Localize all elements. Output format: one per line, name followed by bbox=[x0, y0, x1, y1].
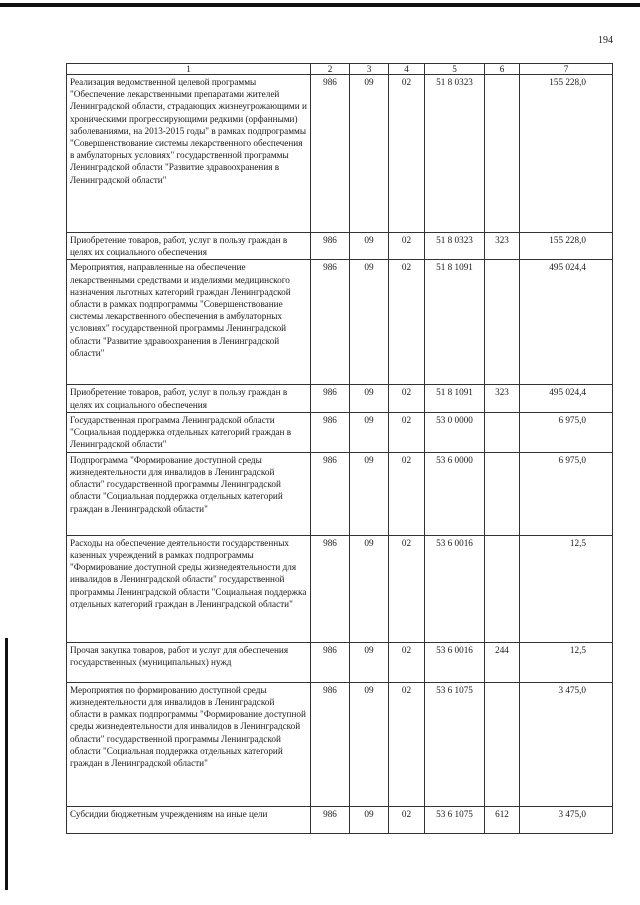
cell-expense-type bbox=[485, 260, 520, 385]
row-description: Мероприятия по формированию доступной среды жизнедеятельности для инвалидов в Ленинградской области в рамках подпрограммы "Формирование доступной среды жизнедеятельности для инвалидов в Ленинградской области" государственной программы Ленинградской области "Социальная поддержка отдельных категорий граждан в Ленинградской области" bbox=[67, 682, 311, 806]
cell-expense-type: 323 bbox=[485, 385, 520, 412]
cell-section-code: 09 bbox=[350, 260, 389, 385]
column-header: 2 bbox=[311, 64, 350, 75]
top-border-rule bbox=[0, 3, 640, 7]
cell-target-article: 53 6 1075 bbox=[425, 682, 485, 806]
cell-ministry-code: 986 bbox=[311, 682, 350, 806]
cell-amount: 6 975,0 bbox=[520, 452, 613, 535]
cell-amount: 155 228,0 bbox=[520, 75, 613, 233]
cell-ministry-code: 986 bbox=[311, 642, 350, 682]
cell-target-article: 51 8 1091 bbox=[425, 260, 485, 385]
cell-subsection-code: 02 bbox=[389, 452, 425, 535]
cell-ministry-code: 986 bbox=[311, 260, 350, 385]
row-description: Расходы на обеспечение деятельности государственных казенных учреждений в рамках подпрограммы "Формирование доступной среды жизнедеятельности для инвалидов в Ленинградской области" государственной программы Ленинградской области "Социальная поддержка отдельных категорий граждан в Ленинградской области" bbox=[67, 535, 311, 642]
row-description: Мероприятия, направленные на обеспечение лекарственными средствами и изделиями медицинского назначения льготных категорий граждан Ленинградской области в рамках подпрограммы "Совершенствование системы лекарственного обеспечения в амбулаторных условиях" государственной программы Ленинградской области "Развитие здравоохранения в Ленинградской области" bbox=[67, 260, 311, 385]
table-row bbox=[67, 642, 613, 682]
cell-section-code: 09 bbox=[350, 806, 389, 833]
cell-target-article: 51 8 1091 bbox=[425, 385, 485, 412]
page-number: 194 bbox=[598, 35, 613, 46]
cell-expense-type bbox=[485, 535, 520, 642]
column-header: 6 bbox=[485, 64, 520, 75]
cell-amount: 495 024,4 bbox=[520, 260, 613, 385]
row-description: Подпрограмма "Формирование доступной среды жизнедеятельности для инвалидов в Ленинградской области" государственной программы Ленинградской области "Социальная поддержка отдельных категорий граждан в Ленинградской области" bbox=[67, 452, 311, 535]
cell-section-code: 09 bbox=[350, 535, 389, 642]
cell-amount: 155 228,0 bbox=[520, 233, 613, 260]
cell-ministry-code: 986 bbox=[311, 535, 350, 642]
table-row bbox=[67, 75, 613, 233]
cell-amount: 12,5 bbox=[520, 642, 613, 682]
cell-section-code: 09 bbox=[350, 385, 389, 412]
cell-expense-type bbox=[485, 452, 520, 535]
cell-target-article: 53 6 1075 bbox=[425, 806, 485, 833]
cell-amount: 3 475,0 bbox=[520, 682, 613, 806]
column-header: 5 bbox=[425, 64, 485, 75]
row-description: Приобретение товаров, работ, услуг в пользу граждан в целях их социального обеспечения bbox=[67, 385, 311, 412]
cell-expense-type bbox=[485, 682, 520, 806]
cell-ministry-code: 986 bbox=[311, 412, 350, 452]
cell-subsection-code: 02 bbox=[389, 535, 425, 642]
cell-subsection-code: 02 bbox=[389, 806, 425, 833]
budget-table bbox=[66, 63, 613, 834]
column-header: 7 bbox=[520, 64, 613, 75]
cell-subsection-code: 02 bbox=[389, 385, 425, 412]
column-header: 4 bbox=[389, 64, 425, 75]
cell-section-code: 09 bbox=[350, 642, 389, 682]
cell-section-code: 09 bbox=[350, 452, 389, 535]
cell-ministry-code: 986 bbox=[311, 452, 350, 535]
table-row bbox=[67, 535, 613, 642]
cell-target-article: 53 6 0000 bbox=[425, 452, 485, 535]
cell-subsection-code: 02 bbox=[389, 260, 425, 385]
column-header: 1 bbox=[67, 64, 311, 75]
cell-section-code: 09 bbox=[350, 233, 389, 260]
table-row bbox=[67, 682, 613, 806]
cell-expense-type: 612 bbox=[485, 806, 520, 833]
cell-section-code: 09 bbox=[350, 412, 389, 452]
cell-ministry-code: 986 bbox=[311, 75, 350, 233]
cell-amount: 6 975,0 bbox=[520, 412, 613, 452]
table-row bbox=[67, 806, 613, 833]
left-margin-bar bbox=[5, 638, 8, 890]
cell-expense-type bbox=[485, 75, 520, 233]
column-header: 3 bbox=[350, 64, 389, 75]
cell-expense-type bbox=[485, 412, 520, 452]
row-description: Реализация ведомственной целевой программы "Обеспечение лекарственными препаратами жителей Ленинградской области, страдающих жизнеугрожающими и хроническими прогрессирующими редкими (орфанными) заболеваниями, на 2013-2015 годы" в рамках подпрограммы "Совершенствование системы лекарственного обеспечения в амбулаторных условиях" государственной программы Ленинградской области "Развитие здравоохранения в Ленинградской области" bbox=[67, 75, 311, 233]
cell-amount: 3 475,0 bbox=[520, 806, 613, 833]
cell-subsection-code: 02 bbox=[389, 642, 425, 682]
row-description: Субсидии бюджетным учреждениям на иные цели bbox=[67, 806, 311, 833]
cell-subsection-code: 02 bbox=[389, 75, 425, 233]
table-row bbox=[67, 412, 613, 452]
cell-target-article: 53 0 0000 bbox=[425, 412, 485, 452]
table-row bbox=[67, 385, 613, 412]
cell-section-code: 09 bbox=[350, 75, 389, 233]
table-row bbox=[67, 260, 613, 385]
cell-subsection-code: 02 bbox=[389, 412, 425, 452]
cell-target-article: 51 8 0323 bbox=[425, 75, 485, 233]
cell-section-code: 09 bbox=[350, 682, 389, 806]
cell-subsection-code: 02 bbox=[389, 682, 425, 806]
cell-ministry-code: 986 bbox=[311, 233, 350, 260]
table-row bbox=[67, 233, 613, 260]
table-row bbox=[67, 452, 613, 535]
row-description: Прочая закупка товаров, работ и услуг для обеспечения государственных (муниципальных) нужд bbox=[67, 642, 311, 682]
cell-subsection-code: 02 bbox=[389, 233, 425, 260]
row-description: Государственная программа Ленинградской области "Социальная поддержка отдельных категорий граждан в Ленинградской области" bbox=[67, 412, 311, 452]
table-header-row bbox=[67, 64, 613, 75]
row-description: Приобретение товаров, работ, услуг в пользу граждан в целях их социального обеспечения bbox=[67, 233, 311, 260]
cell-amount: 12,5 bbox=[520, 535, 613, 642]
cell-amount: 495 024,4 bbox=[520, 385, 613, 412]
cell-target-article: 51 8 0323 bbox=[425, 233, 485, 260]
cell-ministry-code: 986 bbox=[311, 385, 350, 412]
cell-ministry-code: 986 bbox=[311, 806, 350, 833]
cell-target-article: 53 6 0016 bbox=[425, 535, 485, 642]
cell-expense-type: 323 bbox=[485, 233, 520, 260]
cell-expense-type: 244 bbox=[485, 642, 520, 682]
cell-target-article: 53 6 0016 bbox=[425, 642, 485, 682]
